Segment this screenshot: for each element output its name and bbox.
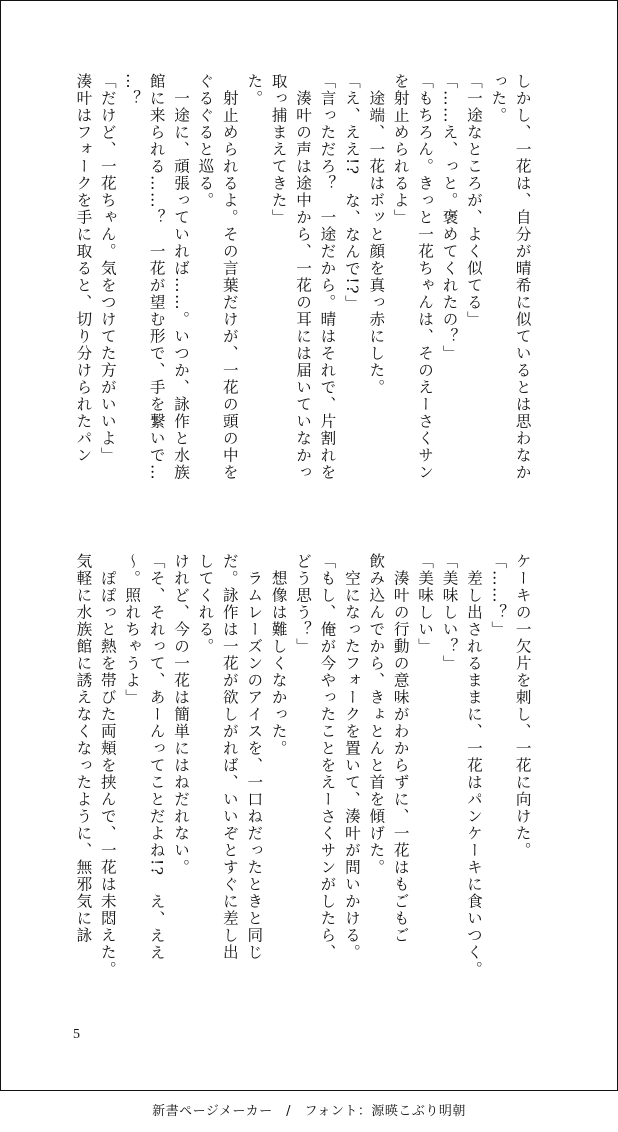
footer-credit: 新書ページメーカー / フォント：源暎こぶり明朝 [152,1104,466,1119]
text-line: …？ [123,73,142,107]
text-line: 空になったフォークを置いて、湊叶が問いかける。 [342,553,361,961]
text-line: を射止められるよ」 [391,73,410,226]
text-line: ぐるぐると巡る。 [196,73,215,209]
text-line: 「一途なところが、よく似てる」 [464,73,483,328]
text-line: だ。詠作は一花が欲しがれば、いいぞとすぐに差し出 [220,553,239,961]
text-line: 取っ捕まえてきた」 [269,73,288,226]
text-line: どう思う？」 [294,553,313,655]
text-line: 「言っただろ？ 一途だから。晴はそれで、片割れを [318,73,337,481]
text-line: してくれる。 [196,553,215,655]
text-line: た。 [245,73,264,107]
text-line: 湊叶の行動の意味がわからずに、一花はもごもご [391,553,410,944]
text-line: 飲み込んでから、きょとんと首を傾げた。 [367,553,386,876]
text-line: 館に来られる……？ 一花が望む形で、手を繋いで… [147,73,166,481]
text-line: 「だけど、一花ちゃん。気をつけてた方がいいよ」 [98,73,117,464]
text-line: 想像は難しくなかった。 [269,553,288,757]
text-line: 湊叶はフォークを手に取ると、切り分けられたパン [74,73,93,464]
page-number: 5 [73,1027,80,1042]
text-line: けれど、今の一花は簡単にはねだれない。 [172,553,191,876]
text-line: 「え、ええ!? な、なんで!?」 [342,73,361,312]
text-line: 「……え、っと。褒めてくれたの？」 [440,73,459,362]
text-line: 一途に、頑張っていれば……。いつか、詠作と水族 [172,73,191,481]
text-line: 「美味しい」 [416,553,435,655]
text-line: 「もちろん。きっと一花ちゃんは、そのえーさくサン [416,73,435,481]
text-line: 射止められるよ。その言葉だけが、一花の頭の中を [220,73,239,481]
text-line: ～。照れちゃうよ」 [123,553,142,706]
text-line: 「そ、それって、あーんってことだよね!? え、ええ [147,553,166,962]
text-line: ラムレーズンのアイスを、一口ねだったときと同じ [245,553,264,961]
text-line: ぽぽっと熱を帯びた両頬を挟んで、一花は未悶えた。 [98,553,117,978]
text-line: 差し出されるままに、一花はパンケーキに食いつく。 [464,553,483,978]
text-block-top [71,73,535,521]
text-line: 「……？」 [489,553,508,638]
text-line: った。 [489,73,508,124]
text-line: 湊叶の声は途中から、一花の耳には届いていなかっ [294,73,313,481]
text-line: ケーキの一欠片を刺し、一花に向けた。 [513,553,532,859]
text-line: 「もし、俺が今やったことをえーさくサンがしたら、 [318,553,337,961]
text-line: 途端、一花はボッと顔を真っ赤にした。 [367,73,386,396]
text-line: 「美味しい？」 [440,553,459,672]
text-block-bottom [71,553,535,1001]
text-line: 気軽に水族館に誘えなくなったように、無邪気に詠 [74,553,93,944]
text-line: しかし、一花は、自分が晴希に似ているとは思わなか [513,73,532,481]
